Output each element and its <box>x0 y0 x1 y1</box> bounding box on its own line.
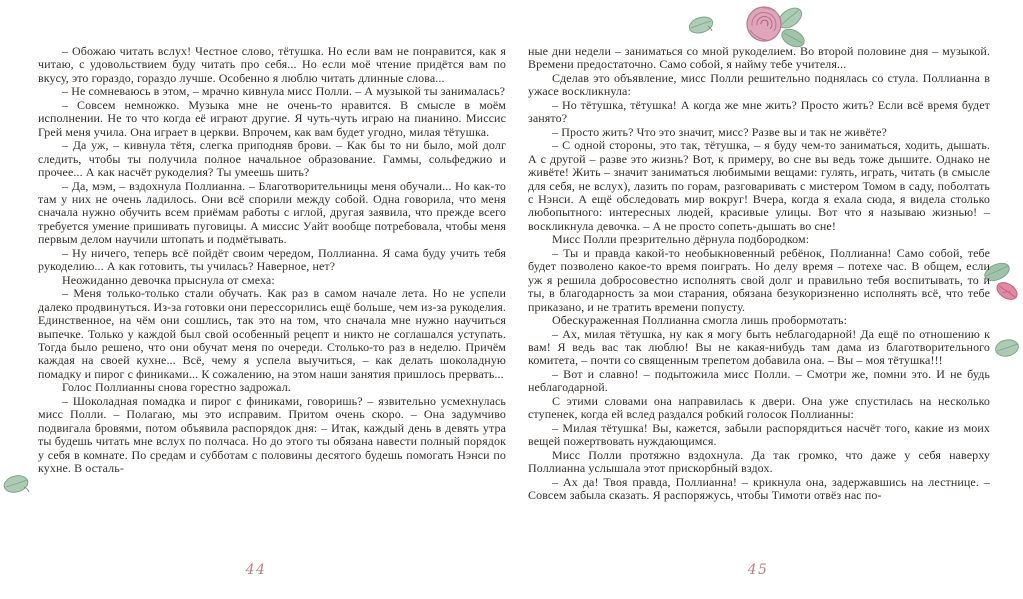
paragraph: – Ах, милая тётушка, ну как я могу быть неблагодарной! Да ещё по отношению к вам! Я ведь вас так люблю! Вы не какая-нибудь там дама из благотворительного комитета, – почти со священным трепетом добавила она. – Вы – моя тётушка!!! <box>528 326 990 368</box>
paragraph: Мисс Полли протяжно вздохнула. Да так громко, что даже у себя наверху Поллианна услышала этот прискорбный вздох. <box>528 447 990 476</box>
paragraph: – Не сомневаюсь в этом, – мрачно кивнула мисс Полли. – А музыкой ты занималась? <box>62 84 506 99</box>
paragraph: – Ах да! Твоя правда, Поллианна! – крикнула она, задержавшись на лестнице. – Совсем забыла сказать. Я распоряжусь, чтобы Тимоти отвёз нас по- <box>528 474 990 502</box>
paragraph: Мисс Полли презрительно дёрнула подбородком: <box>552 232 810 247</box>
leaf-icon <box>2 470 32 498</box>
leaf-icon <box>686 12 716 38</box>
paragraph: – Да уж, – кивнула тётя, слегка приподняв брови. – Как бы то ни было, мой долг следить, чтобы ты получила полное начальное образование. Гаммы, сольфеджио и прочее... А как насчёт рукоделия? Ты умеешь шить? <box>38 138 506 180</box>
paragraph: С этими словами она направилась к двери. Она уже спустилась на несколько ступенек, когда ей вслед раздался робкий голосок Поллианны: <box>528 393 990 422</box>
paragraph: ные дни недели – заниматься со мной рукоделием. Во второй половине дня – музыкой. Времени предостаточно. Само собой, я найму тебе учителя... <box>528 44 990 72</box>
paragraph: – Ну ничего, теперь всё пойдёт своим чередом, Поллианна. Я сама буду учить тебя рукоделию... А как готовить, ты училась? Наверное, нет? <box>38 245 506 274</box>
paragraph: – Да, мэм, – вздохнула Поллианна. – Благотворительницы меня обучали... Но как-то там у них не очень ладилось. Они всё спорили между собой. Одна говорила, что меня сначала нужно обучить всем приёмам работы с иглой, другая заявила, что прежде всего требуется умение пришивать пуговицы. А миссис Уайт вообще потребовала, чтобы меня первым делом научили штопать и подмётывать. <box>38 178 506 247</box>
paragraph: – Но тётушка, тётушка! А когда же мне жить? Просто жить? Если всё время будет занято? <box>528 97 990 126</box>
page-number-left: 44 <box>245 562 267 578</box>
paragraph: – Вот и славно! – подытожила мисс Полли. – Смотри же, помни это. И не будь неблагодарной. <box>528 366 990 395</box>
paragraph: – Ты и правда какой-то необыкновенный ребёнок, Поллианна! Само собой, тебе будет позволено какое-то время поиграть. Но делу время – потехе час. В общем, если уж я решила добросовестно исполнять свой долг и правильно тебя воспитывать, то и ты, в благодарность за мои старания, обязана безукоризненно исполнять всё, что тебе приказано, и не тратить времени попусту. <box>528 245 990 314</box>
paragraph: – Просто жить? Что это значит, мисс? Разве вы и так не живёте? <box>552 124 887 139</box>
paragraph: – С одной стороны, это так, тётушка, – я буду чем-то заниматься, ходить, дышать. А с другой – разве это жизнь? Вот, к примеру, во сне вы ведь тоже дышите. Однако не живёте! Жить – значит заниматься любимыми вещами: гулять, играть, читать (в смысле для себя, не вслух), лазить по горам, разговаривать с мистером Томом в саду, поболтать с Нэнси. А ещё обследовать мир вокруг! Вчера, когда я ехала сюда, я видела столько любопытного: интересных людей, красивые улицы. Вот что я называю жизнью! – воскликнула девочка. – А не просто сопеть-дышать во сне! <box>528 138 990 233</box>
paragraph: – Меня только-только стали обучать. Как раз в самом начале лета. Но не успели далеко продвинуться. Из-за готовки они перессорились ещё больше, чем из-за рукоделия. Единственное, на чём они сошлись, так это на том, что сначала мне нужно научиться выпечке. Только у каждой был свой особенный рецепт и никто не соглашался уступать. Тогда было решено, что они обучат меня по очереди. Столько-то раз в неделю. Причём каждая на своей кухне... Всё, чему я успела выучиться, – как делать шоколадную помадку и пирог с финиками... К сожалению, на этом наши занятия пришлось прервать... <box>38 286 506 381</box>
paragraph: Обескураженная Поллианна смогла лишь пробормотать: <box>552 313 848 328</box>
paragraph: – Обожаю читать вслух! Честное слово, тётушка. Но если вам не понравится, как я читаю, с удовольствием буду читать про себя... Но если моё чтение придётся вам по вкусу, это гораздо, гораздо лучше. Особенно я люблю читать длинные слова... <box>38 44 506 85</box>
paragraph: Неожиданно девочка прыснула от смеха: <box>62 272 275 287</box>
paragraph: – Шоколадная помадка и пирог с финиками, говоришь? – язвительно усмехнулась мисс Полли. – Полагаю, мы это исправим. Притом очень скоро. – Она задумчиво подвигала бровями, потом объявила распорядок дня: – Итак, каждый день в девять утра ты будешь читать мне вслух по полчаса. Но до этого ты обязана навести полный порядок у себя в комнате. По средам и субботам с половины десятого будешь помогать Нэнси по кухне. В осталь- <box>38 393 506 476</box>
page-right-text <box>528 45 990 502</box>
paragraph: – Милая тётушка! Вы, кажется, забыли распорядиться насчёт того, какие из моих вещей пожертвовать нуждающимся. <box>528 420 990 449</box>
paragraph: Сделав это объявление, мисс Полли решительно поднялась со стула. Поллианна в ужасе воскликнула: <box>528 70 990 99</box>
paragraph: Голос Поллианны снова горестно задрожал. <box>62 380 291 395</box>
page-number-right: 45 <box>747 562 769 578</box>
paragraph: – Совсем немножко. Музыка мне не очень-то нравится. В смысле в моём исполнении. Не то что когда её играют другие. Я чуть-чуть играю на пианино. Миссис Грей меня учила. Она играет в церкви. Впрочем, как вам будет угодно, милая тётушка. <box>38 97 506 139</box>
leaf-icon <box>992 334 1022 362</box>
page-left-text <box>38 45 506 476</box>
